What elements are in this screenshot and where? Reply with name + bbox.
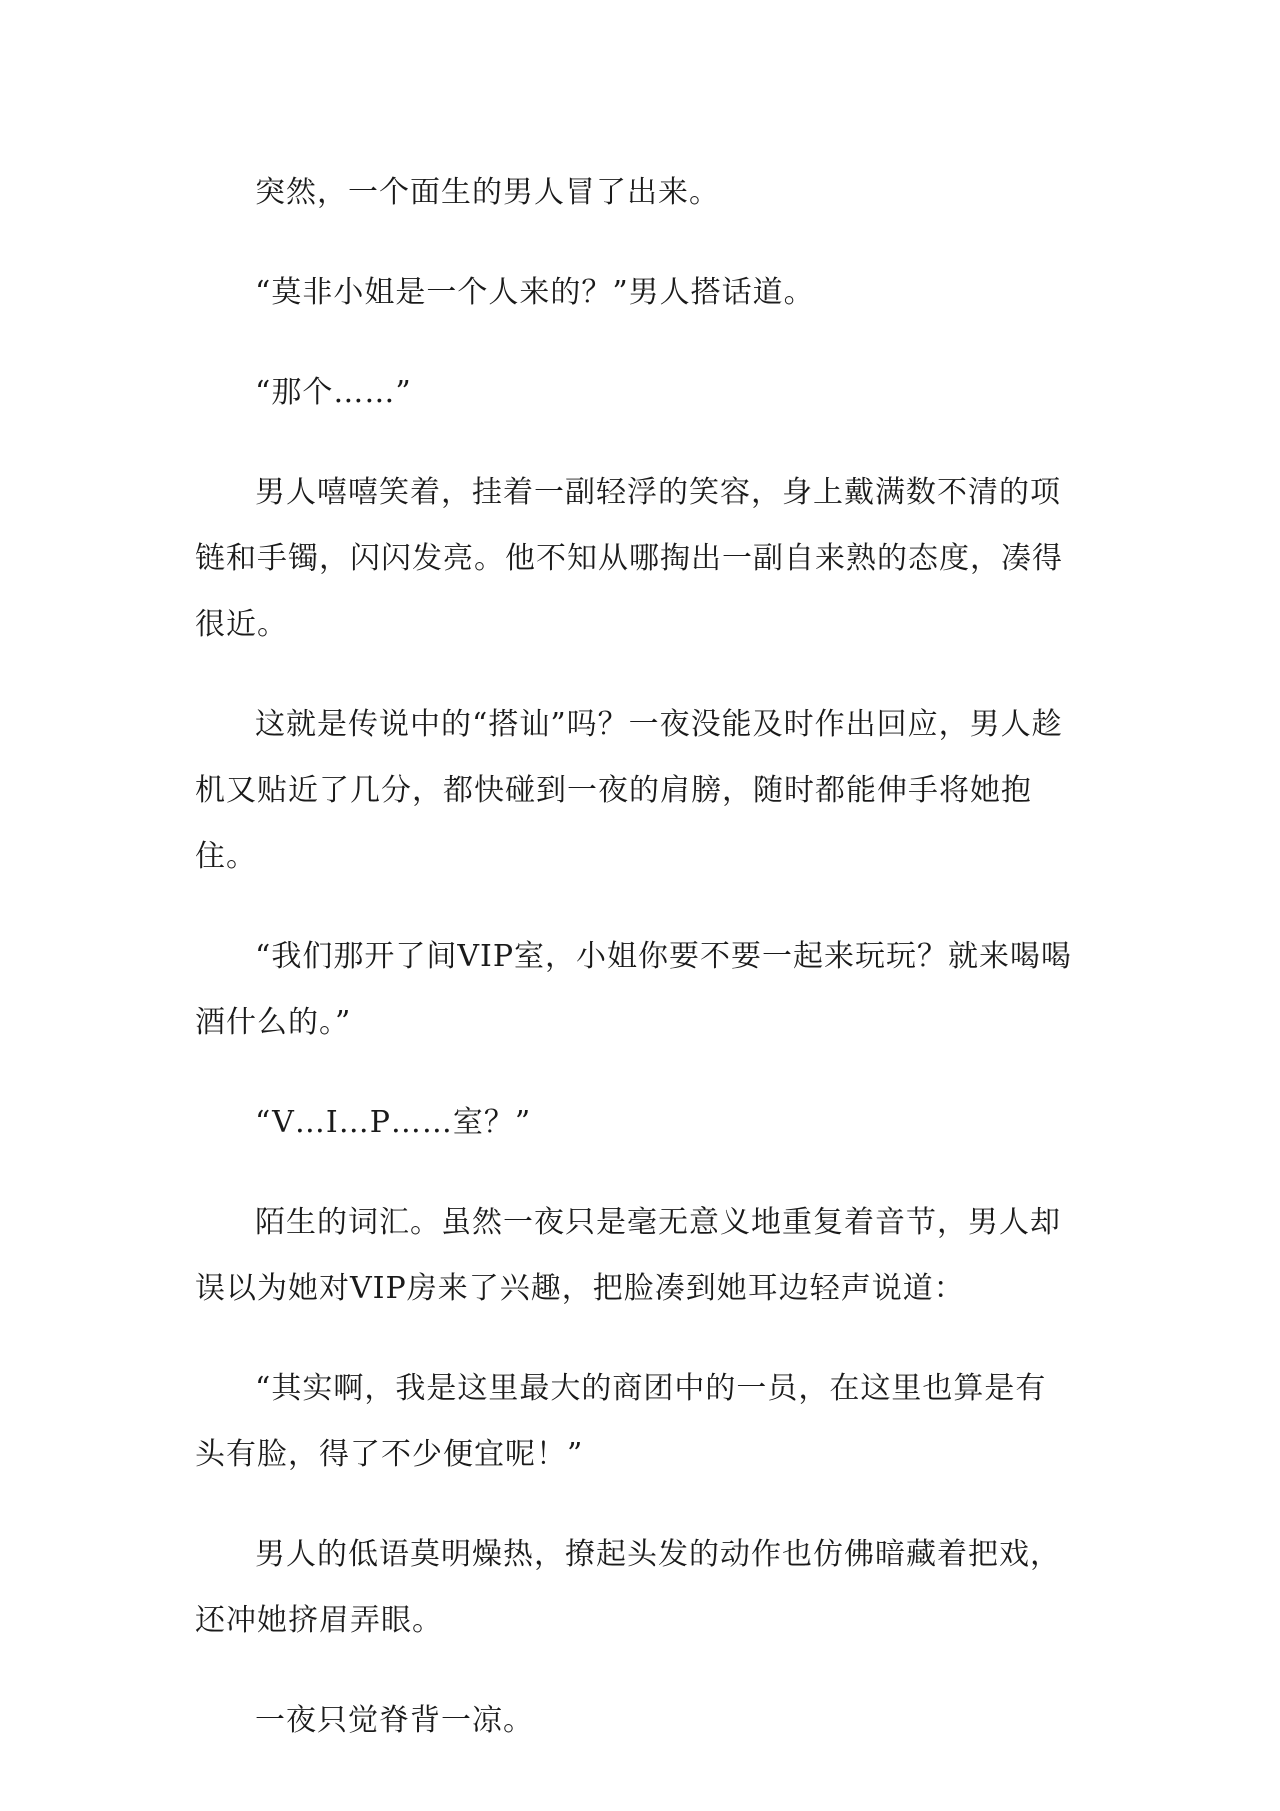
- paragraph: “我们那开了间VIP室，小姐你要不要一起来玩玩？就来喝喝酒什么的。”: [195, 939, 1073, 1040]
- body-text: [195, 160, 1075, 1754]
- paragraph: 这就是传说中的“搭讪”吗？一夜没能及时作出回应，男人趁机又贴近了几分，都快碰到一夜的肩膀，随时都能伸手将她抱住。: [195, 707, 1063, 874]
- paragraph: “莫非小姐是一个人来的？”男人搭话道。: [255, 275, 815, 310]
- paragraph: 男人的低语莫明燥热，撩起头发的动作也仿佛暗藏着把戏，还冲她挤眉弄眼。: [195, 1537, 1061, 1638]
- paragraph: “那个……”: [255, 375, 412, 410]
- paragraph: 男人嘻嘻笑着，挂着一副轻浮的笑容，身上戴满数不清的项链和手镯，闪闪发亮。他不知从哪掏出一副自来熟的态度，凑得很近。: [195, 475, 1063, 642]
- paragraph: 一夜只觉脊背一凉。: [255, 1703, 534, 1738]
- paragraph: 突然，一个面生的男人冒了出来。: [255, 175, 720, 210]
- paragraph: “V…I…P……室？”: [255, 1105, 532, 1140]
- paragraph: 陌生的词汇。虽然一夜只是毫无意义地重复着音节，男人却误以为她对VIP房来了兴趣，把脸凑到她耳边轻声说道：: [195, 1205, 1061, 1306]
- paragraph: “其实啊，我是这里最大的商团中的一员，在这里也算是有头有脸，得了不少便宜呢！”: [195, 1371, 1047, 1472]
